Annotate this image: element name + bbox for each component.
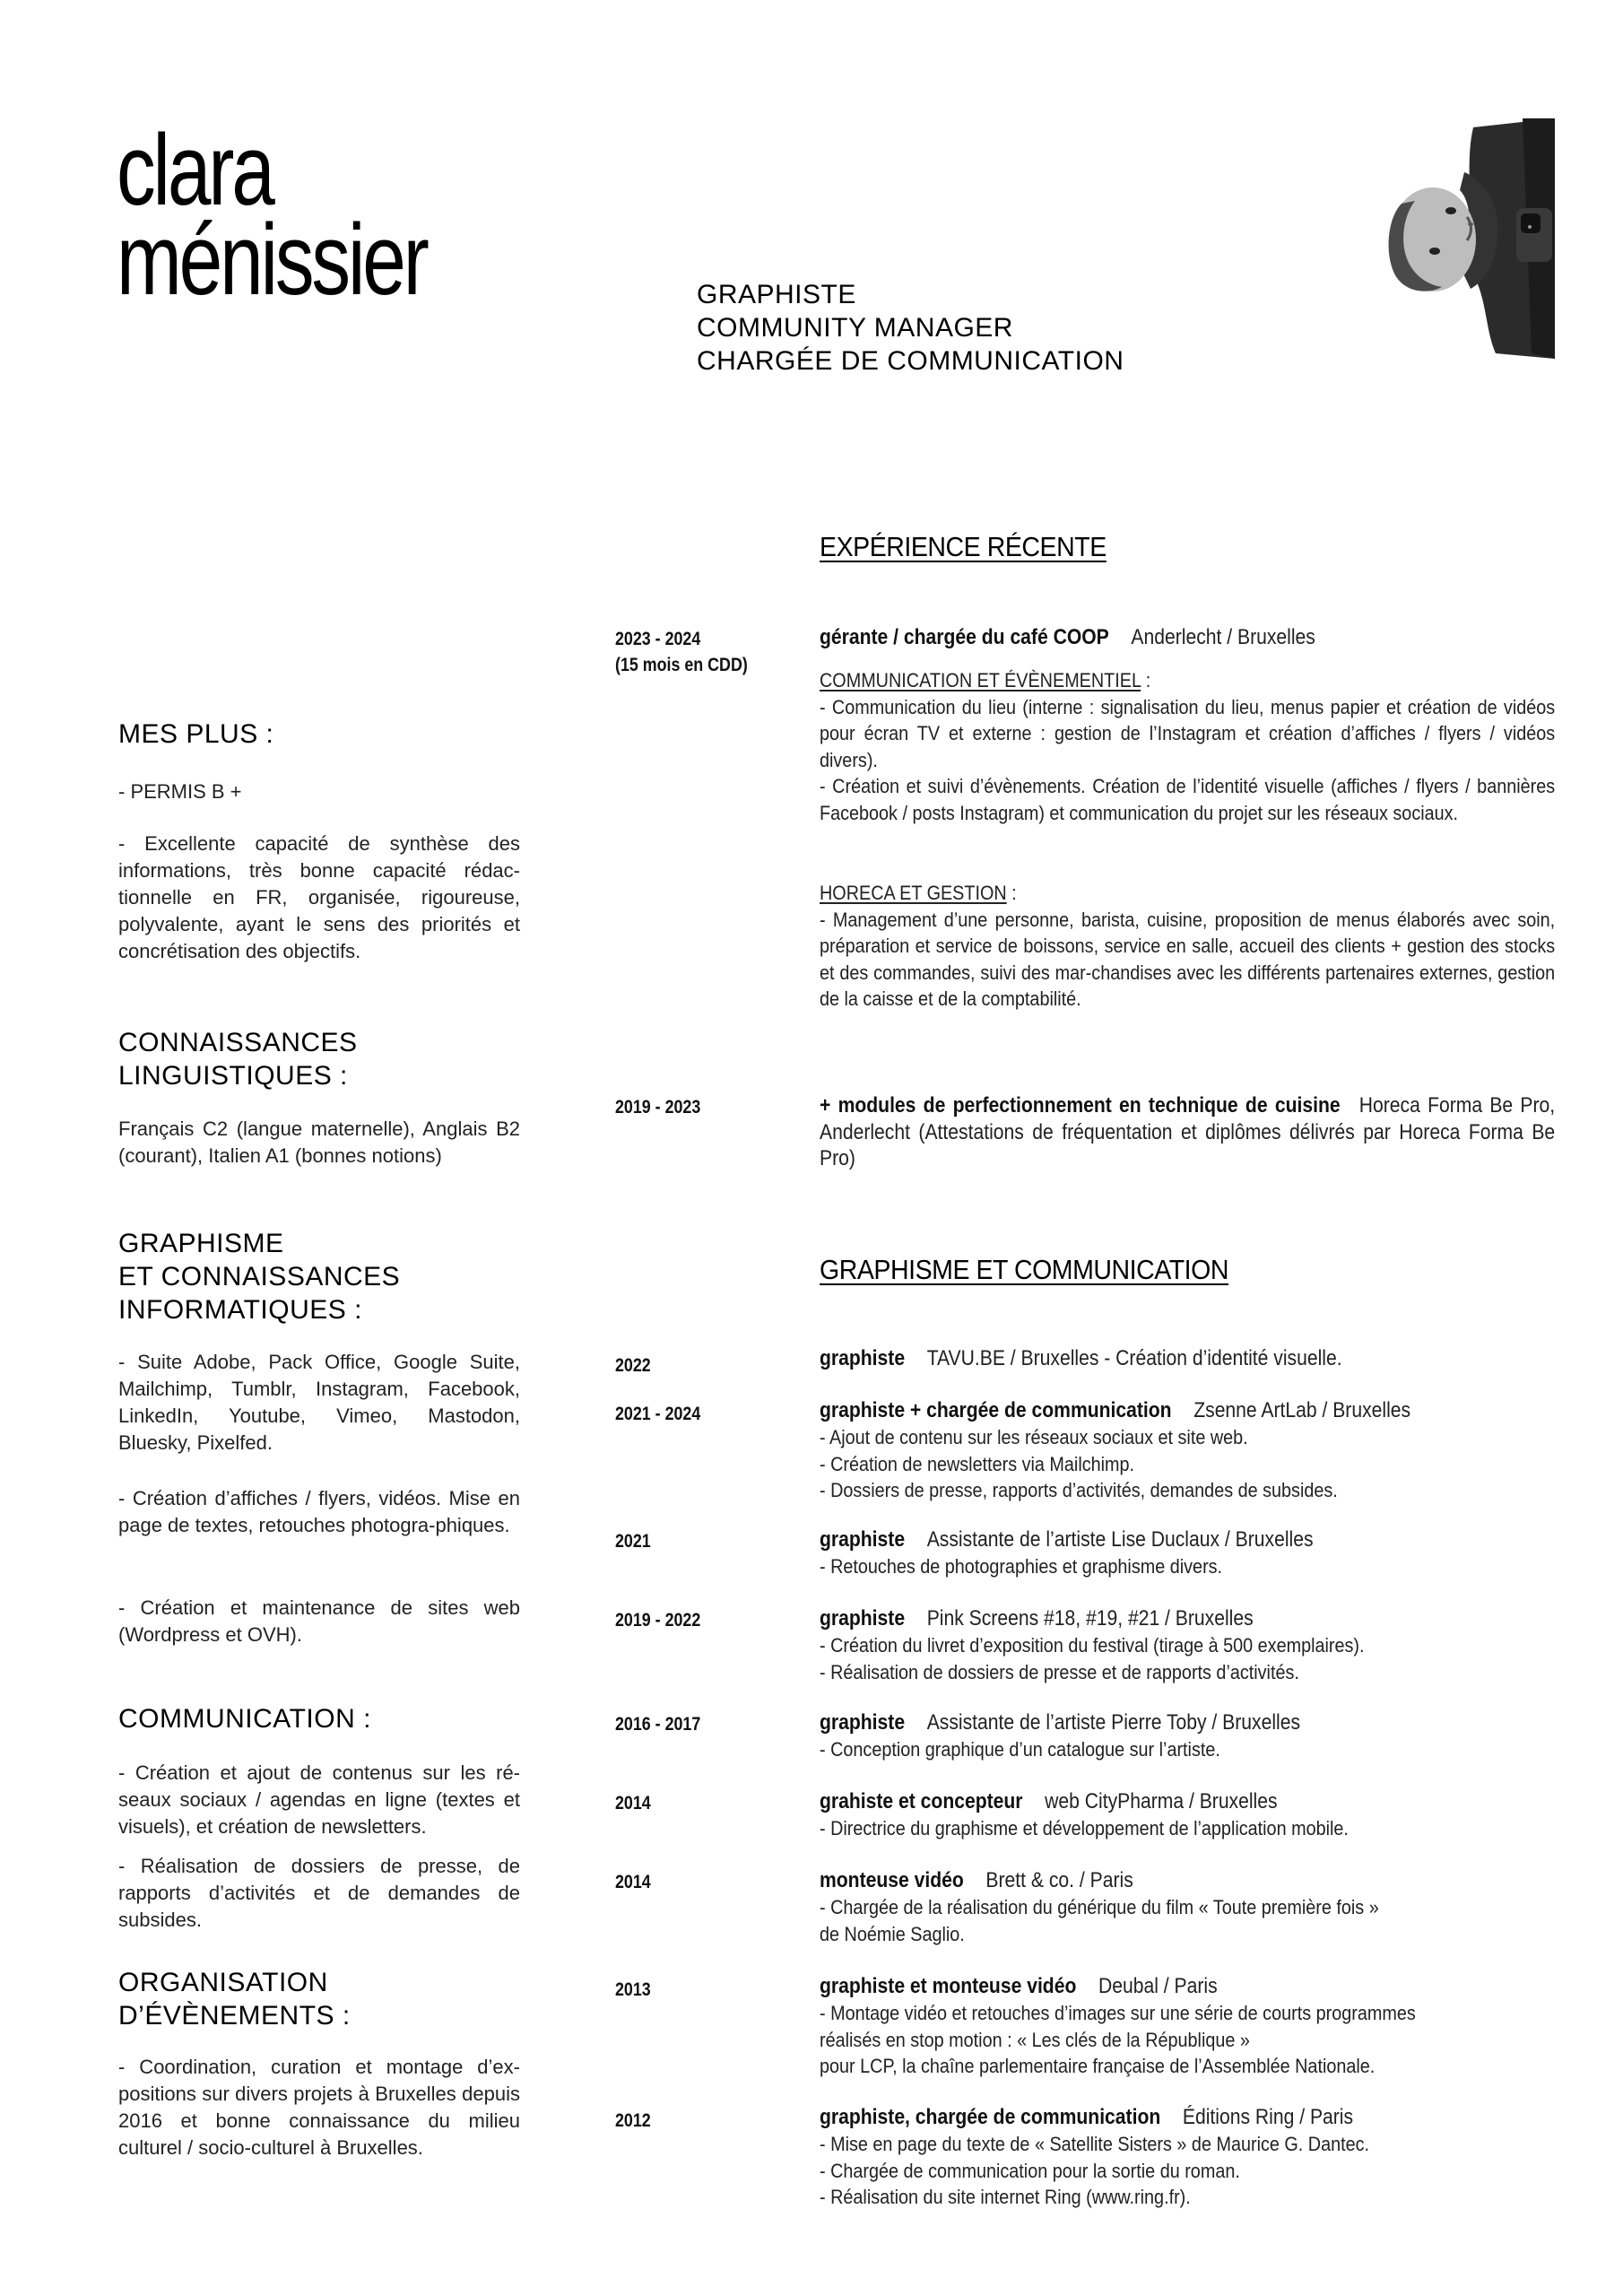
section-title-graphisme-communication: GRAPHISME ET COMMUNICATION [820,1254,1229,1285]
mes-plus-qualites: - Excellente capacité de synthèse des informations, très bonne capacité rédac-tionnelle en FR, organisée, rigoureuse, polyvalente, ayant le sens des priorités et concrétisation des objectifs. [118,832,520,962]
graphisme-entry [820,1345,1555,1372]
entry-date: 2016 - 2017 [615,1714,701,1735]
title-line: GRAPHISME [118,1229,284,1258]
graphisme-logiciels: - Suite Adobe, Pack Office, Google Suite, Mailchimp, Tumblr, Instagram, Facebook, LinkedIn, Youtube, Vimeo, Mastodon, Bluesky, Pixelfed. [118,1351,520,1454]
title-line: INFORMATIQUES : [118,1295,362,1325]
graphisme-creation: - Création d’affiches / flyers, vidéos. Mise en page de textes, retouches photogra-phiques. [118,1487,520,1536]
job-place: Assistante de l’artiste Lise Duclaux / Bruxelles [926,1527,1314,1552]
subsection-title: HORECA ET GESTION [820,882,1007,904]
job-role: grahiste et concepteur [820,1789,1023,1813]
entry-date: 2014 [615,1793,651,1813]
graphisme-entry [820,1605,1555,1685]
job-place: Brett & co. / Paris [985,1868,1133,1892]
job-role: graphiste, chargée de communication [820,2105,1161,2129]
job-title: CHARGÉE DE COMMUNICATION [697,346,1124,376]
task-line: pour LCP, la chaîne parlementaire française de l’Assemblée Nationale. [820,2055,1376,2077]
section-title-graphisme-informatique [118,1227,520,1326]
entry-date: 2013 [615,1979,651,2000]
entry-date: 2014 [615,1872,651,1892]
entry-date: 2019 - 2022 [615,1610,701,1631]
job-place: Pink Screens #18, #19, #21 / Bruxelles [926,1606,1254,1631]
task-line: - Management d’une personne, barista, cuisine, proposition de menus élaborés avec soin, préparation et service de boissons, service en salle, accueil des clients + gestion des stocks et des commandes, suivi des mar-chandises avec les différents partenaires externes, gestion de la caisse et de la comptabilité. [820,908,1556,1010]
graphisme-entry [820,2104,1555,2211]
evenements-text: - Coordination, curation et montage d’ex-positions sur divers projets à Bruxelles depuis 2016 et bonne connaissance du milieu culturel / socio-culturel à Bruxelles. [118,2056,520,2159]
job-role: graphiste [820,1606,906,1631]
task-line: - Réalisation de dossiers de presse et de rapports d’activités. [820,1660,1299,1683]
job-place: Deubal / Paris [1098,1974,1218,1998]
entry-date: 2022 [615,1355,651,1376]
task-line: - Chargée de communication pour la sortie du roman. [820,2159,1240,2182]
job-place: Éditions Ring / Paris [1182,2105,1354,2129]
date-modules: 2019 - 2023 [615,1097,701,1118]
task-line: - Chargée de la réalisation du générique du film « Toute première fois » [820,1896,1379,1918]
graphisme-entry [820,1788,1555,1842]
section-title-experience: EXPÉRIENCE RÉCENTE [820,531,1107,562]
task-line: - Retouches de photographies et graphisme divers. [820,1555,1223,1578]
last-name: ménissier [117,204,427,316]
portrait-photo [1352,118,1555,359]
task-line: - Conception graphique d’un catalogue sur l’artiste. [820,1738,1220,1761]
job-title: COMMUNITY MANAGER [697,313,1013,343]
section-title-communication: COMMUNICATION : [118,1704,371,1734]
graphisme-entry [820,1397,1555,1504]
job-role: graphiste [820,1710,906,1735]
task-line: - Mise en page du texte de « Satellite Sisters » de Maurice G. Dantec. [820,2133,1370,2155]
job-place: TAVU.BE / Bruxelles - Création d’identité visuelle. [926,1346,1342,1370]
entry-date: 2012 [615,2110,651,2131]
colon: : [1006,882,1017,904]
langues-text: Français C2 (langue maternelle), Anglais B2 (courant), Italien A1 (bonnes notions) [118,1118,520,1167]
job-place: web CityPharma / Bruxelles [1045,1789,1278,1813]
task-line: - Montage vidéo et retouches d’images sur une série de courts programmes [820,2002,1416,2024]
job-role: gérante / chargée du café COOP [820,625,1109,649]
job-place: Horeca Forma Be Pro, Anderlecht (Attestations de fréquentation et diplômes délivrés par Horeca Forma Be Pro) [820,1093,1556,1170]
communication-dossiers: - Réalisation de dossiers de presse, de rapports d’activités et de demandes de subsides. [118,1855,520,1931]
section-title-langues [118,1026,520,1092]
task-line: - Création et suivi d’évènements. Création de l’identité visuelle (affiches / flyers / bannières Facebook / posts Instagram) et communication du projet sur les réseaux sociaux. [820,775,1556,824]
graphisme-entry [820,1526,1555,1580]
communication-contenus: - Création et ajout de contenus sur les ré-seaux sociaux / agendas en ligne (textes et visuels), et création de newsletters. [118,1761,520,1838]
section-title-evenements [118,1966,520,2032]
section-title-mes-plus: MES PLUS : [118,719,274,749]
job-titles [697,278,1124,378]
graphisme-sites-web: - Création et maintenance de sites web (Wordpress et OVH). [118,1596,520,1646]
title-line: LINGUISTIQUES : [118,1061,348,1091]
task-line: de Noémie Saglio. [820,1922,965,1945]
title-line: CONNAISSANCES [118,1028,358,1057]
subsection-title: COMMUNICATION ET ÉVÈNEMENTIEL [820,669,1141,691]
job-place: Anderlecht / Bruxelles [1131,625,1315,649]
job-place: Zsenne ArtLab / Bruxelles [1193,1398,1411,1422]
date-range: 2023 - 2024 [615,629,701,649]
task-line: - Réalisation du site internet Ring (www.ring.fr). [820,2186,1191,2208]
colon: : [1141,669,1151,691]
experience-entry-modules [820,1092,1555,1172]
task-line: - Création du livret d’exposition du festival (tirage à 500 exemplaires). [820,1634,1365,1657]
job-role: graphiste + chargée de communication [820,1398,1172,1422]
candidate-name [117,114,427,316]
title-line: ET CONNAISSANCES [118,1262,401,1292]
first-name: clara [117,114,273,226]
graphisme-entry [820,1973,1555,2080]
job-role: monteuse vidéo [820,1868,964,1892]
graphisme-entry [820,1709,1555,1763]
job-role: graphiste [820,1527,906,1552]
task-line: - Directrice du graphisme et développement de l’application mobile. [820,1817,1349,1839]
job-role: graphiste [820,1346,906,1370]
experience-entry-coop [820,624,1555,1013]
task-line: - Dossiers de presse, rapports d’activités, demandes de subsides. [820,1479,1338,1501]
task-line: - Création de newsletters via Mailchimp. [820,1452,1135,1475]
task-line: - Communication du lieu (interne : signalisation du lieu, menus papier et création de vidéos pour écran TV et externe : gestion de l’Instagram et création d’affiches / flyers / vidéos divers). [820,695,1556,771]
entry-date: 2021 [615,1531,651,1552]
task-line: réalisés en stop motion : « Les clés de la République » [820,2028,1250,2051]
entry-date: 2021 - 2024 [615,1404,701,1424]
task-line: - Ajout de contenu sur les réseaux sociaux et site web. [820,1426,1248,1448]
title-line: ORGANISATION [118,1968,328,1997]
title-line: D’ÉVÈNEMENTS : [118,2001,351,2031]
job-role: + modules de perfectionnement en technique de cuisine [820,1093,1341,1118]
graphisme-entry [820,1867,1555,1947]
job-role: graphiste et monteuse vidéo [820,1974,1077,1998]
job-title: GRAPHISTE [697,280,856,309]
date-coop [615,626,748,678]
mes-plus-permis: - PERMIS B + [118,780,242,803]
duration: (15 mois en CDD) [615,655,748,675]
job-place: Assistante de l’artiste Pierre Toby / Bruxelles [926,1710,1301,1735]
